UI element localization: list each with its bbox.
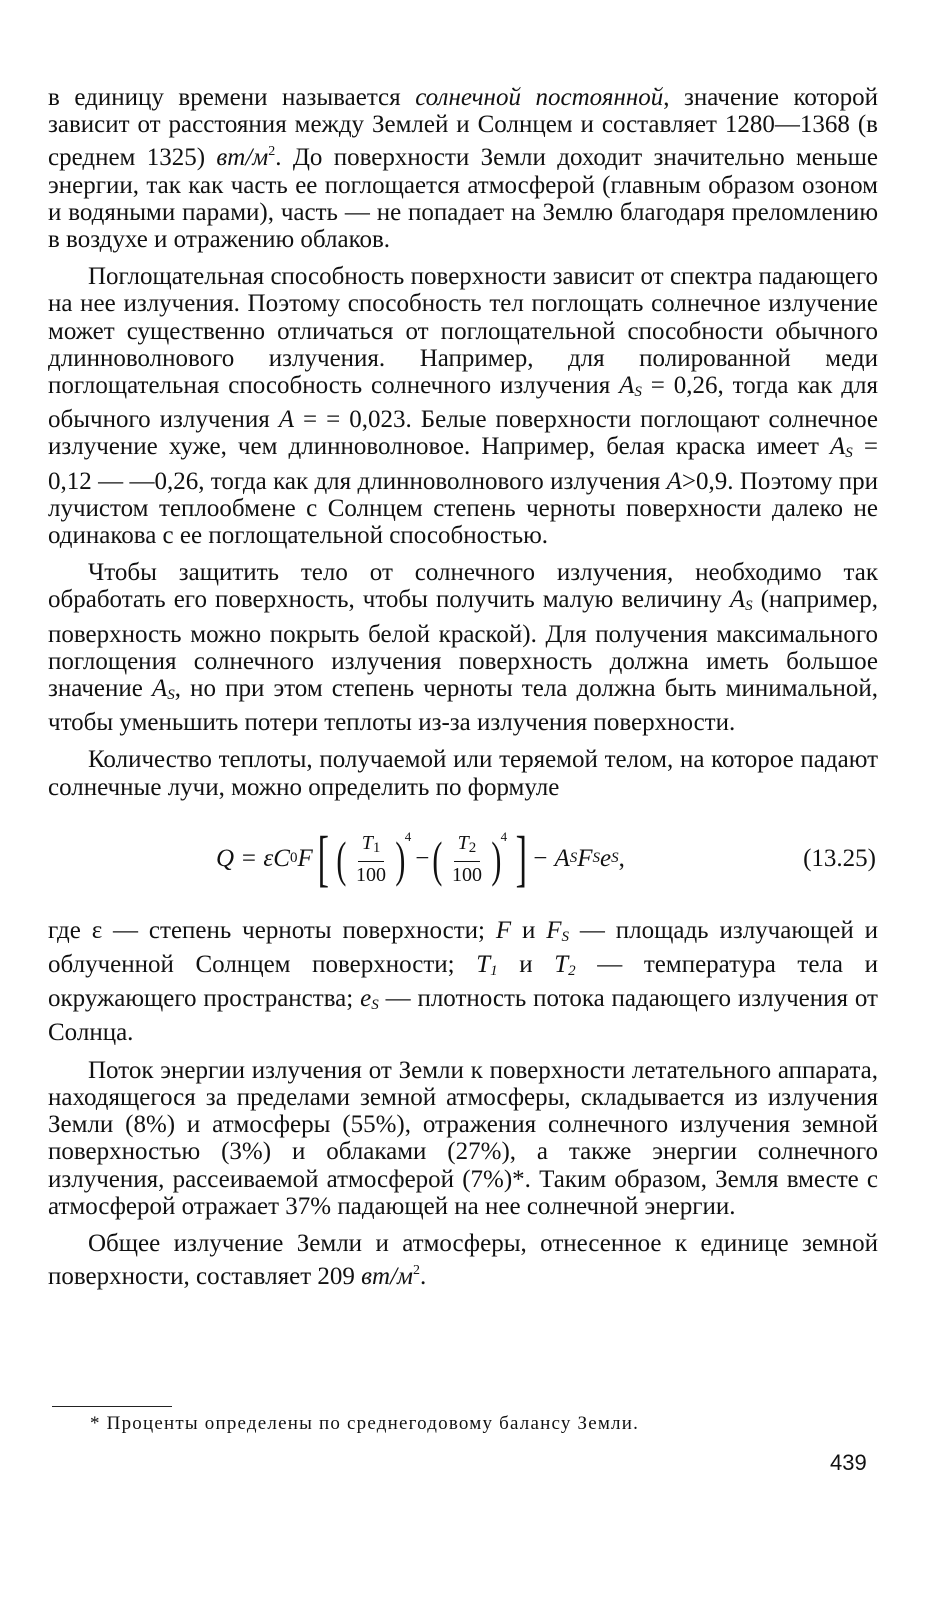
formula-expression xyxy=(216,819,625,899)
paren-close: ) xyxy=(395,830,406,887)
footnote: * Проценты определены по среднегодовому балансу Земли. xyxy=(90,1413,640,1434)
subscript: S xyxy=(611,850,619,867)
denominator: 100 xyxy=(356,863,387,886)
symbol-e: e xyxy=(360,985,372,1013)
unit: вт/м xyxy=(361,1263,413,1291)
text-run: — площадь излучающей и облученной Солнцем поверхности; xyxy=(48,916,878,979)
text-run: = = 0,023. Белые поверхности поглощают солнечное излучение хуже, чем длинноволновое. Например, белая краска имеет xyxy=(48,406,878,461)
text-run: в единицу времени называется xyxy=(48,84,416,111)
text-run: где ε — степень черноты поверхности; xyxy=(48,916,496,944)
text-run: , значение которой зависит от расстояния между Землей и Солнцем и составляет 1280—1368 (в среднем 1325) xyxy=(48,84,878,172)
formula-lhs: Q = εC xyxy=(216,844,290,872)
comma: , xyxy=(618,844,625,872)
term-solar-constant: солнечной постоянной xyxy=(415,84,664,111)
symbol-A: A xyxy=(278,406,295,434)
subscript: S xyxy=(569,850,578,867)
symbol-T: T xyxy=(476,951,491,979)
bracket-close: ] xyxy=(515,824,528,893)
paragraph-solar-constant xyxy=(48,84,878,253)
formula-symbol: F xyxy=(577,844,593,872)
paragraph-total-radiation xyxy=(48,1230,878,1290)
paragraph-formula-legend xyxy=(48,917,878,1047)
footnote-rule xyxy=(52,1406,172,1407)
text-run: >0,9. Поэтому при лучистом теплообмене с Солнцем степень черноты поверхности далеко не одинакова с ее поглощательной способностью. xyxy=(48,467,878,550)
subscript: 2 xyxy=(568,963,576,980)
symbol-T: T xyxy=(457,831,469,854)
paragraph-heat-quantity: Количество теплоты, получаемой или теряемой телом, на которое падают солнечные лучи, можно определить по формуле xyxy=(48,746,878,801)
text-run: = 0,12 — —0,26, тогда как для длинноволнового излучения xyxy=(48,433,878,495)
symbol-A: A xyxy=(830,433,846,461)
subscript: 2 xyxy=(468,839,477,856)
subscript: S xyxy=(634,384,642,401)
text-run: и xyxy=(511,916,547,944)
minus-sign: − xyxy=(415,844,430,872)
text-run: Чтобы защитить тело от солнечного излучения, необходимо так обработать его поверхность, чтобы получить малую величину xyxy=(48,559,878,614)
text-run: . xyxy=(419,1263,427,1291)
subscript: S xyxy=(167,687,175,704)
symbol-A: A xyxy=(729,586,746,614)
formula-13-25 xyxy=(48,815,878,907)
bracket-open: [ xyxy=(317,824,329,893)
paragraph-protection xyxy=(48,559,878,736)
symbol-F: F xyxy=(546,916,562,944)
superscript: 2 xyxy=(412,1263,420,1279)
symbol-T: T xyxy=(554,951,569,979)
text-run: — плотность потока падающего излучения от Солнца. xyxy=(48,985,878,1047)
text-run: (например, поверхность можно покрыть белой краской). Для получения максимального поглощения солнечного излучения поверхность должна иметь большое значение xyxy=(48,586,878,703)
symbol-A: A xyxy=(151,675,168,703)
page-number: 439 xyxy=(830,1450,867,1475)
subscript: S xyxy=(371,997,379,1014)
paragraph-absorptivity xyxy=(48,263,878,549)
subscript: 1 xyxy=(372,839,381,856)
symbol-A: A xyxy=(666,467,682,495)
formula-tail: − A xyxy=(531,844,570,872)
paragraph-energy-flux: Поток энергии излучения от Земли к поверхности летательного аппарата, находящегося за пределами земной атмосферы, складывается из излучения Земли (8%) и атмосферы (55%), отражения солнечного излучения земной поверхностью (3%) и облаками (27%), а также энергии солнечного излучения, рассеиваемой атмосферой (7%)*. Таким образом, Земля вместе с атмосферой отражает 37% падающей на нее солнечной энергии. xyxy=(48,1056,878,1220)
text-run: и xyxy=(497,951,555,979)
paren-close: ) xyxy=(491,830,502,887)
exponent: 4 xyxy=(404,828,412,844)
text-run: — температура тела и окружающего пространства; xyxy=(48,951,878,1013)
unit: вт/м xyxy=(216,144,269,172)
fraction-t2 xyxy=(448,832,486,886)
subscript: 1 xyxy=(490,963,498,980)
paren-open: ( xyxy=(336,830,347,887)
formula-symbol: F xyxy=(297,844,313,872)
page-body xyxy=(48,84,878,1300)
paren-open: ( xyxy=(432,830,443,887)
formula-symbol: e xyxy=(600,844,612,872)
text-run: Общее излучение Земли и атмосферы, отнесенное к единице земной поверхности, составляет 209 xyxy=(48,1229,878,1291)
superscript: 2 xyxy=(268,144,276,160)
equation-number: (13.25) xyxy=(803,844,876,872)
subscript: S xyxy=(845,445,853,462)
denominator: 100 xyxy=(451,863,482,886)
text-run: . До поверхности Земли доходит значительно меньше энергии, так как часть ее поглощается атмосферой (главным образом озоном и водяными парами), часть — не попадает на Землю благодаря преломлению в воздухе и отражению облаков. xyxy=(48,144,878,254)
text-run: , но при этом степень черноты тела должна быть минимальной, чтобы уменьшить потери теплоты из-за излучения поверхности. xyxy=(48,675,878,737)
subscript: S xyxy=(561,928,570,945)
subscript: 0 xyxy=(289,850,298,867)
symbol-A: A xyxy=(619,372,635,400)
subscript: S xyxy=(745,598,753,615)
text-run: Поглощательная способность поверхности зависит от спектра падающего на нее излучения. Поэтому способность тел поглощать солнечное излучение может существенно отличаться от поглощательной способности обычного длинноволнового излучения. Например, для полированной меди поглощательная способность солнечного излучения xyxy=(48,263,878,400)
text-run: = 0,26, тогда как для обычного излучения xyxy=(48,372,878,434)
subscript: S xyxy=(592,850,601,867)
exponent: 4 xyxy=(500,828,508,844)
symbol-T: T xyxy=(361,831,373,854)
fraction-t1 xyxy=(352,832,390,886)
symbol-F: F xyxy=(495,916,512,944)
